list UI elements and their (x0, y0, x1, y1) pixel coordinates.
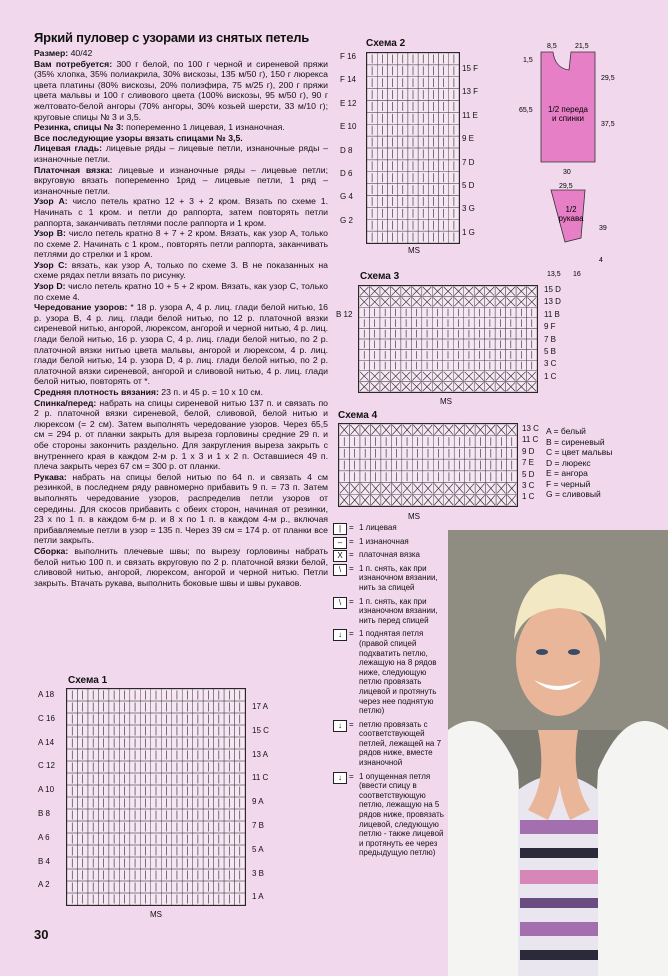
symbol-legend (333, 523, 445, 862)
dim-label: 39 (599, 225, 607, 232)
row-label: 1 C (522, 492, 535, 502)
stockinette-value: лицевые ряды – лицевые петли, изнаночные ряды – изнаночные петли. (34, 143, 328, 164)
row-label: A 10 (38, 785, 55, 795)
legend-text: 1 опущенная петля (ввести спицу в соответствующую петлю, лежащую на 5 рядов ниже, провязать лицевой, следующую петлю - также лицевой и протянуть ее через предыдущую петлю) (359, 771, 444, 858)
row-label: 5 D (462, 181, 475, 190)
back-value: набрать на спицы сиреневой нитью 137 п. и связать по 2 р. платочной вязки сиреневой, белой, сливовой, белой нитью и люрексом (= 2 см). Затем выполнять чередование узоров. Через 65,5 см = 294 р. от планки закрыть для выреза горловины средние 29 п. и обе стороны закончить раздельно. Для закругления выреза закрыть с внутреннего края в каждом 2-м р. 1 х 3 и 1 х 2 п. Оставшиеся 49 п. плеча закрыть через 67 см = 300 р. от планки. (34, 397, 328, 472)
dim-label: 30 (563, 169, 571, 176)
patA-label: Узор А: (34, 196, 68, 207)
row-label: 11 B (544, 309, 560, 319)
garter-label: Платочная вязка: (34, 164, 113, 175)
row-label: 7 E (522, 458, 535, 468)
row-label: F 14 (340, 75, 357, 85)
row-label: 15 C (252, 725, 269, 735)
row-label: 11 C (522, 435, 539, 445)
joined-loop-symbol-icon: ↓ (333, 720, 347, 732)
article-title: Яркий пуловер с узорами из снятых петель (34, 30, 310, 45)
dim-label: 16 (573, 271, 581, 278)
scheme2-title: Схема 2 (366, 38, 406, 49)
scheme4-ms: MS (408, 512, 420, 521)
scheme2-ms: MS (408, 246, 420, 255)
para-back (34, 398, 328, 472)
row-label: 3 C (544, 359, 557, 369)
legend-row: \ = 1 п. снять, как при изнаночном вязании, нить за спицей (333, 564, 445, 593)
dim-label: 21,5 (575, 43, 589, 50)
dim-label: 13,5 (547, 271, 561, 278)
assembly-value: выполнить плечевые швы; по вырезу горловины набрать белой нитью 100 п. и связать вкруговую по 2 р. платочной вязки белой, сливовой нитью, ангорой, люрексом, ангорой и черной нитью. Петли закрыть. Втачать рукава, выполнить боковые швы и швы рукавов. (34, 545, 328, 588)
density-label: Средняя плотность вязания: (34, 387, 159, 397)
para-patB (34, 228, 328, 260)
row-label: 9 D (522, 446, 535, 456)
rib-value: попеременно 1 лицевая, 1 изнаночная. (123, 122, 285, 133)
legend-text: петлю провязать с соответствующей петлей, лежащей на 7 рядов ниже, вместе изнаночной (359, 719, 442, 768)
assembly-label: Сборка: (34, 545, 69, 556)
dim-label: 29,5 (559, 183, 573, 190)
scheme3-ms: MS (440, 397, 452, 406)
garter-symbol-icon: X (333, 550, 347, 562)
scheme1-ms: MS (150, 910, 162, 919)
model-photo (448, 530, 668, 976)
row-label: B 4 (38, 856, 51, 866)
legend-row: | = 1 лицевая (333, 523, 445, 533)
row-label: D 8 (340, 145, 353, 155)
patD-label: Узор D: (34, 281, 66, 292)
row-label: G 4 (340, 192, 353, 202)
page-number: 30 (34, 927, 49, 942)
dim-label: 29,5 (601, 75, 615, 82)
row-label: 17 A (252, 702, 269, 711)
row-label: 3 C (522, 481, 535, 490)
color-key-item: D = люрекс (546, 457, 591, 468)
sleeve-label: Рукава: (34, 471, 67, 482)
scheme3-grid (358, 285, 538, 393)
all-patterns: Все последующие узоры вязать спицами № 3,5. (34, 132, 243, 143)
para-assembly (34, 546, 328, 588)
materials-value: 300 г белой, по 100 г черной и сиреневой пряжи (35% хлопка, 35% полиакрила, 30% вискозы, 135 м/50 г), 150 г люрекса цвета платины (80% вискозы, 20% полиэфира, 75 м/25 г), 200 г пряжи цвета мальвы и 100 г сливового цвета (100% вискозы, 95 м/50 г), 90 г желтовато-белой ангоры (70% ангоры, 30% козьей шерсти, 33 м/10 г); круговые спицы № 3 и 3,5. (34, 58, 328, 122)
color-key-item: B = сиреневый (546, 436, 605, 447)
dim-label: 37,5 (601, 121, 615, 128)
para-all-patterns (34, 133, 328, 144)
patC-value: вязать, как узор А, только по схеме 3. В не показанных на схеме рядах петли вязать по рисунку. (34, 259, 328, 281)
legend-text: 1 п. снять, как при изнаночном вязании, нить перед спицей (359, 596, 438, 625)
scheme3-title: Схема 3 (360, 271, 400, 282)
row-label: 9 E (462, 134, 475, 144)
row-label: 9 A (252, 797, 264, 807)
patD-value: число петель кратно 10 + 5 + 2 кром. Вязать, как узор С, только по схеме 4. (34, 281, 328, 302)
row-label: 15 D (544, 285, 561, 294)
sleeve-value: набрать на спицы белой нитью по 64 п. и связать 4 см резинкой, в последнем ряду равномерно прибавить 9 п. = 73 п. Затем выполнять чередование узоров, распределив петли узоров от середины. Для скосов прибавить с обеих сторон, начиная от резинки, 23 х по 1 п. в каждом 6-м р. и 8 х по 1 п. в каждом 4-м р., включая прибавляемые петли в узор = 135 п. Через 39 см = 174 р. от планки все петли закрыть. (34, 471, 328, 546)
row-label: 7 B (544, 334, 557, 344)
color-key-item: E = ангора (546, 468, 588, 478)
color-key (546, 426, 612, 500)
back-label: Спинка/перед: (34, 397, 97, 408)
row-label: C 16 (38, 713, 55, 723)
row-label: G 2 (340, 215, 353, 225)
para-garter (34, 165, 328, 197)
scheme4-grid (338, 423, 518, 507)
row-label: 13 A (252, 749, 269, 759)
row-label: 5 D (522, 469, 535, 479)
patC-label: Узор С: (34, 259, 68, 270)
color-key-item: G = сливовый (546, 489, 601, 499)
purl-symbol-icon: – (333, 537, 347, 549)
dim-label: 1,5 (523, 57, 533, 64)
row-label: 3 G (462, 204, 475, 214)
legend-row: – = 1 изнаночная (333, 537, 445, 547)
para-sleeve (34, 472, 328, 546)
materials-label: Вам потребуется: (34, 58, 113, 69)
para-density (34, 387, 328, 398)
row-label: 7 B (252, 821, 265, 830)
row-label: 13 F (462, 87, 479, 97)
stockinette-label: Лицевая гладь: (34, 143, 103, 154)
row-label: A 14 (38, 737, 55, 747)
rib-label: Резинка, спицы № 3: (34, 122, 124, 133)
patB-value: число петель кратно 8 + 7 + 2 кром. Вязать, как узор А, только по схеме 2. Начинать с 1 кром., повторять петли раппорта, заканчивать петлями до стрелки и 1 кром. (34, 228, 328, 260)
para-size (34, 48, 328, 59)
slip-front-symbol-icon: \ (333, 597, 347, 609)
legend-text: 1 изнаночная (359, 536, 409, 546)
row-label: 11 C (252, 773, 269, 783)
slip-back-symbol-icon: \ (333, 564, 347, 576)
row-label: 13 D (544, 297, 561, 307)
row-label: F 16 (340, 52, 357, 61)
legend-text: 1 лицевая (359, 523, 397, 532)
lifted-loop-symbol-icon: ↓ (333, 629, 347, 641)
legend-row: ↓ = 1 поднятая петля (правой спицей подхватить петлю, лежащую на 8 рядов ниже, следующую петлю провязать лицевой и протянуть через нее поднятую петлю) (333, 629, 445, 715)
color-key-item: C = цвет мальвы (546, 447, 613, 457)
patA-value: число петель кратно 12 + 3 + 2 кром. Вязать по схеме 1. Начинать с 1 кром. и петли до раппорта, затем повторять петли раппорта, заканчивать петлями после раппорта и 1 кром. (34, 196, 328, 228)
row-label: 13 C (522, 424, 539, 433)
dropped-loop-symbol-icon: ↓ (333, 772, 347, 784)
row-label: 5 B (544, 347, 557, 356)
patB-label: Узор В: (34, 228, 66, 239)
knit-symbol-icon: | (333, 523, 347, 535)
para-alternation (34, 302, 328, 387)
scheme1-grid (66, 688, 246, 906)
color-key-item: F = черный (546, 478, 591, 489)
row-label: A 2 (38, 880, 50, 890)
instructions-column (34, 30, 328, 588)
size-label: Размер: (34, 48, 69, 58)
row-label: 15 F (462, 64, 479, 73)
garter-value: лицевые и изнаночные ряды – лицевые петли; вкруговую вязать попеременно 1ряд – лицевые петли, 1 ряд – изнаночные петли. (34, 164, 328, 196)
para-patA (34, 196, 328, 228)
scheme2-grid (366, 52, 460, 244)
density-value: 23 п. и 45 р. = 10 х 10 см. (158, 387, 264, 397)
row-label: B 12 (336, 310, 353, 319)
row-label: C 12 (38, 761, 55, 771)
row-label: A 18 (38, 690, 55, 699)
row-label: E 12 (340, 98, 357, 108)
dim-label: 8,5 (547, 43, 557, 50)
legend-text: 1 п. снять, как при изнаночном вязании, нить за спицей (359, 563, 438, 592)
row-label: 11 E (462, 110, 478, 120)
row-label: 5 A (252, 844, 264, 854)
dim-label: 65,5 (519, 107, 533, 114)
row-label: D 6 (340, 169, 353, 178)
legend-row: ↓ = 1 опущенная петля (ввести спицу в соответствующую петлю, лежащую на 5 рядов ниже, провязать лицевой, следующую петлю - также лицевой и протянуть ее через предыдущую петлю) (333, 772, 445, 858)
row-label: A 6 (38, 832, 50, 842)
size-value: 40/42 (68, 48, 93, 58)
legend-text: 1 поднятая петля (правой спицей подхватить петлю, лежащую на 8 рядов ниже, следующую петлю провязать лицевой и протянуть через нее поднятую петлю) (359, 629, 437, 716)
para-stockinette (34, 143, 328, 164)
row-label: 1 C (544, 371, 557, 381)
color-key-item: A = белый (546, 426, 586, 436)
row-label: 1 G (462, 227, 475, 237)
front-label: 1/2 переда и спинки (548, 105, 588, 123)
legend-text: платочная вязка (359, 550, 420, 560)
scheme4-title: Схема 4 (338, 410, 378, 421)
row-label: B 8 (38, 809, 51, 818)
para-patD (34, 281, 328, 302)
scheme1-title: Схема 1 (68, 675, 108, 686)
row-label: 1 A (252, 892, 264, 902)
legend-row: \ = 1 п. снять, как при изнаночном вязании, нить перед спицей (333, 597, 445, 626)
garment-schematic (513, 40, 663, 278)
para-materials (34, 59, 328, 123)
sleeve-label: 1/2 рукава (558, 205, 584, 223)
row-label: 9 F (544, 322, 556, 332)
para-rib (34, 122, 328, 133)
row-label: 3 B (252, 868, 265, 878)
legend-row: X = платочная вязка (333, 550, 445, 560)
row-label: 7 D (462, 157, 475, 167)
row-label: E 10 (340, 122, 357, 132)
para-patC (34, 260, 328, 281)
dim-label: 4 (599, 257, 603, 264)
alt-value: * 18 р. узора А, 4 р. лиц. глади белой нитью, 16 р. узора В, 4 р. лиц. глади белой нитью, по 12 р. платочной вязки сиреневой нитью, ангорой, люрексом, ангорой и черной нитью, 4 р. лиц. глади белой нитью, 16 р. узора С, 4 р. лиц. глади белой нитью, по 2 р. платочной вязки нитью цвета мальвы, ангорой и люрексом, 4 р. лиц. глади белой нитью, 14 р. узора D, 4 р. лиц. глади белой нитью, по 2 р. платочной вязки сиреневой, ангорой и сливовой нитью, 4 р. лиц. глади белой нитью, повторять от *. (34, 302, 328, 387)
legend-row: ↓ = петлю провязать с соответствующей петлей, лежащей на 7 рядов ниже, вместе изнаночной (333, 720, 445, 768)
alt-label: Чередование узоров: (34, 302, 128, 313)
